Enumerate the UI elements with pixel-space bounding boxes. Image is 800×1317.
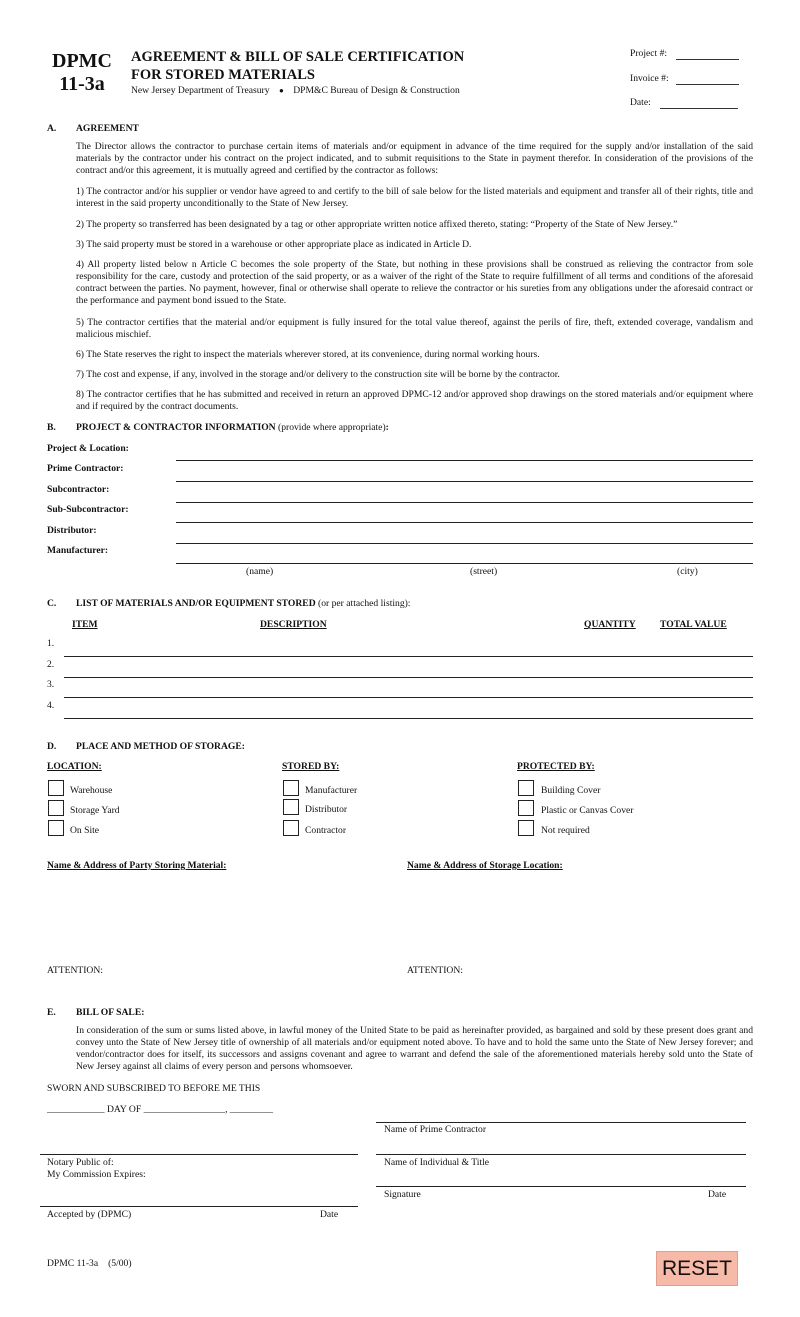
project-number-label: Project #: (630, 48, 668, 59)
date-field[interactable] (660, 108, 738, 109)
form-title-line2: FOR STORED MATERIALS (131, 67, 315, 83)
section-c-title-note: (or per attached listing): (315, 598, 411, 609)
prime-contractor-field[interactable] (176, 481, 753, 482)
manufacturer-checkbox[interactable] (283, 780, 299, 796)
manufacturer-field[interactable] (176, 563, 753, 564)
building-cover-checkbox[interactable] (518, 780, 534, 796)
storage-location-label: Name & Address of Storage Location: (407, 860, 563, 871)
section-d-letter: D. (47, 741, 57, 752)
commission-expires-label: My Commission Expires: (47, 1169, 146, 1180)
section-b-title-colon: : (385, 422, 389, 433)
stored-contractor-label: Contractor (305, 825, 347, 836)
signature-date-label: Date (708, 1189, 727, 1200)
agreement-item-7: 7) The cost and expense, if any, involved in the storage and/or delivery to the construction site will be borne by the contractor. (76, 369, 560, 380)
party-storing-material-label: Name & Address of Party Storing Material: (47, 860, 227, 871)
form-title-line1: AGREEMENT & BILL OF SALE CERTIFICATION (131, 49, 465, 65)
material-row-4[interactable] (64, 718, 753, 719)
signature-line[interactable] (376, 1186, 746, 1187)
storage-yard-checkbox[interactable] (48, 800, 64, 816)
location-heading: LOCATION: (47, 761, 102, 772)
column-city-label: (city) (677, 566, 698, 577)
stored-distributor-label: Distributor (305, 804, 348, 815)
section-b-title-text: PROJECT & CONTRACTOR INFORMATION (76, 422, 276, 433)
bullet-icon: ● (278, 86, 284, 95)
project-location-field[interactable] (176, 460, 753, 461)
protected-by-heading: PROTECTED BY: (517, 761, 595, 772)
agreement-item-5: 5) The contractor certifies that the material and/or equipment is fully insured for the total value thereof, against the perils of fire, theft, extended coverage, vandalism and malicious mischief. (76, 317, 753, 340)
distributor-label: Distributor: (47, 525, 97, 536)
not-required-label: Not required (541, 825, 590, 836)
subcontractor-field[interactable] (176, 502, 753, 503)
individual-title-line[interactable] (376, 1154, 746, 1155)
distributor-checkbox[interactable] (283, 799, 299, 815)
notary-sign-line[interactable] (40, 1154, 358, 1155)
prime-contractor-label: Prime Contractor: (47, 463, 124, 474)
date-label: Date: (630, 97, 651, 108)
project-number-field[interactable] (676, 59, 739, 60)
material-row-3[interactable] (64, 697, 753, 698)
attention-right-label: ATTENTION: (407, 965, 463, 976)
column-street-label: (street) (470, 566, 498, 577)
row-3-number: 3. (47, 679, 55, 690)
party-storing-material-field[interactable] (47, 876, 387, 958)
section-c-letter: C. (47, 598, 57, 609)
material-row-1[interactable] (64, 656, 753, 657)
attention-left-label: ATTENTION: (47, 965, 103, 976)
row-2-number: 2. (47, 659, 55, 670)
agreement-item-4: 4) All property listed below n Article C becomes the sole property of the State, but nothing in these provisions shall be construed as relieving the contractor from sole responsibility for the care, custody and protection of the said property, or as a waiver of the right of the State to require fulfillment of all terms and conditions of the aforesaid contract between the parties. No payment, however, final or otherwise shall operate to relieve the contractor or his sureties from any obligations under the aforesaid contract or the performance and payment bond issued to the State. (76, 259, 753, 306)
notary-public-label: Notary Public of: (47, 1157, 114, 1168)
agreement-item-3: 3) The said property must be stored in a warehouse or other appropriate place as indicated in Article D. (76, 239, 472, 250)
column-name-label: (name) (246, 566, 274, 577)
project-location-label: Project & Location: (47, 443, 129, 454)
accepted-by-label: Accepted by (DPMC) (47, 1209, 132, 1220)
stored-manufacturer-label: Manufacturer (305, 785, 358, 796)
sworn-subscribed-text: SWORN AND SUBSCRIBED TO BEFORE ME THIS (47, 1083, 261, 1094)
day-of-line[interactable]: ____________ DAY OF _________________, _________ (47, 1104, 274, 1115)
row-4-number: 4. (47, 700, 55, 711)
column-quantity-header: QUANTITY (584, 619, 636, 630)
bill-of-sale-text: In consideration of the sum or sums listed above, in lawful money of the United State to be paid as hereinafter provided, as bargained and sold by these present does grant and convey unto the State of New Jersey title of ownership of all materials and/or equipment noted above. To have and to hold the same unto the State of New Jersey forever; and vendor/contractor does for itself, its successors and assigns covenant and agree to warrant and defend the sale of the aforementioned materials hereby sold unto the State of New Jersey against all claims of every person and persons whomsoever. (76, 1025, 753, 1072)
form-id-text: DPMC 11-3a (47, 1258, 99, 1269)
section-e-title: BILL OF SALE: (76, 1007, 145, 1018)
column-description-header: DESCRIPTION (260, 619, 327, 630)
agreement-item-8: 8) The contractor certifies that he has submitted and received in return an approved DPMC-12 and/or approved shop drawings on the stored materials and/or equipment where and if required by the contract documents. (76, 389, 753, 412)
sub-subcontractor-field[interactable] (176, 522, 753, 523)
manufacturer-label: Manufacturer: (47, 545, 109, 556)
name-of-individual-title-label: Name of Individual & Title (384, 1157, 489, 1168)
sub-subcontractor-label: Sub-Subcontractor: (47, 504, 129, 515)
department-name (131, 85, 460, 97)
subcontractor-label: Subcontractor: (47, 484, 110, 495)
invoice-number-label: Invoice #: (630, 73, 669, 84)
prime-contractor-sign-line[interactable] (376, 1122, 746, 1123)
form-version-text: (5/00) (108, 1258, 132, 1269)
agreement-intro: The Director allows the contractor to purchase certain items of materials and/or equipment in advance of the time required for the supply and/or installation of the said materials by the contractor under his contract on the project indicated, and to submit requisitions to the State in payment therefor. In consideration of the provisions of the contract and/or this agreement, it is mutually agreed and certified by the contractor as follows: (76, 141, 753, 176)
section-c-title-text: LIST OF MATERIALS AND/OR EQUIPMENT STORED (76, 598, 316, 609)
agreement-item-6: 6) The State reserves the right to inspect the materials wherever stored, at its convenience, during normal working hours. (76, 349, 540, 360)
plastic-canvas-cover-checkbox[interactable] (518, 800, 534, 816)
on-site-label: On Site (70, 825, 100, 836)
accepted-date-label: Date (320, 1209, 339, 1220)
department-label: New Jersey Department of Treasury (131, 85, 270, 96)
section-b-title-note: (provide where appropriate) (275, 422, 386, 433)
section-e-letter: E. (47, 1007, 56, 1018)
material-row-2[interactable] (64, 677, 753, 678)
column-item-header: ITEM (72, 619, 98, 630)
form-code-line1: DPMC (52, 50, 112, 72)
building-cover-label: Building Cover (541, 785, 601, 796)
storage-yard-label: Storage Yard (70, 805, 120, 816)
storage-location-field[interactable] (407, 876, 753, 958)
section-a-letter: A. (47, 123, 57, 134)
section-c-title (76, 598, 410, 609)
signature-label: Signature (384, 1189, 421, 1200)
on-site-checkbox[interactable] (48, 820, 64, 836)
stored-by-heading: STORED BY: (282, 761, 340, 772)
section-b-title (76, 422, 389, 433)
column-total-value-header: TOTAL VALUE (660, 619, 727, 630)
contractor-checkbox[interactable] (283, 820, 299, 836)
plastic-canvas-cover-label: Plastic or Canvas Cover (541, 805, 634, 816)
invoice-number-field[interactable] (676, 84, 739, 85)
section-d-title: PLACE AND METHOD OF STORAGE: (76, 741, 245, 752)
name-of-prime-contractor-label: Name of Prime Contractor (384, 1124, 487, 1135)
section-b-letter: B. (47, 422, 56, 433)
row-1-number: 1. (47, 638, 55, 649)
accepted-by-line[interactable] (40, 1206, 358, 1207)
reset-button[interactable]: RESET (656, 1251, 738, 1286)
footer-form-id (47, 1258, 132, 1270)
distributor-field[interactable] (176, 543, 753, 544)
warehouse-checkbox[interactable] (48, 780, 64, 796)
not-required-checkbox[interactable] (518, 820, 534, 836)
agreement-item-1: 1) The contractor and/or his supplier or vendor have agreed to and certify to the bill of sale below for the listed materials and equipment and transfer all of their rights, title and interest in the said property unconditionally to the State of New Jersey. (76, 186, 753, 209)
section-a-title: AGREEMENT (76, 123, 139, 134)
form-code-line2: 11-3a (59, 73, 105, 95)
agreement-item-2: 2) The property so transferred has been designated by a tag or other appropriate written notice affixed thereto, stating: “Property of the State of New Jersey.” (76, 219, 678, 230)
bureau-label: DPM&C Bureau of Design & Construction (293, 85, 460, 96)
warehouse-label: Warehouse (70, 785, 113, 796)
